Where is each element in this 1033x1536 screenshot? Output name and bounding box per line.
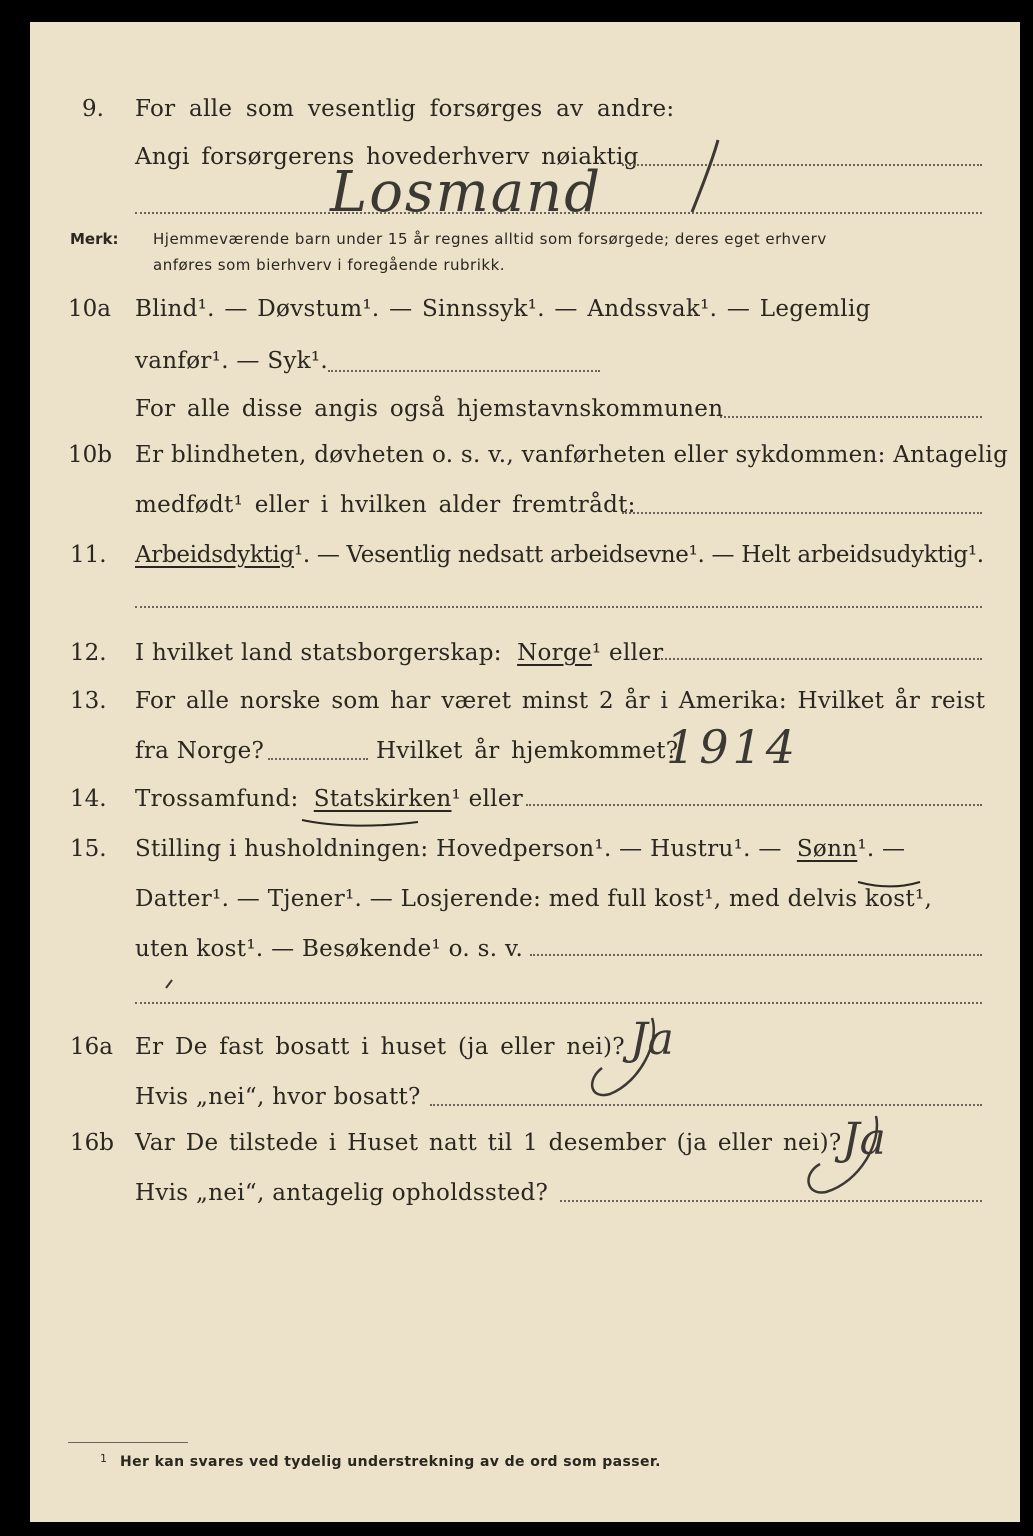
merk-label: Merk: [70, 230, 119, 248]
q16a-handwritten-answer: Ja [630, 1014, 674, 1065]
q10a-number: 10a [68, 296, 111, 322]
q12-selected-norge: Norge [517, 640, 592, 666]
census-form-page [30, 22, 1020, 1522]
q14-question: Trossamfund: [135, 786, 299, 812]
q15-text-line1a: Stilling i husholdningen: Hovedperson¹. — Hustru¹. — [135, 836, 782, 862]
q13-text-line1: For alle norske som har været minst 2 år i Amerika: Hvilket år reist [135, 688, 986, 714]
q12-question: I hvilket land statsborgerskap: [135, 640, 502, 666]
q13-handwritten-year: 1914 [666, 720, 800, 774]
q15-underline-stroke [858, 882, 920, 887]
handwriting-ink-overlay [30, 22, 1020, 1522]
q9-number: 9. [82, 96, 104, 122]
q15-tick-mark [166, 980, 172, 988]
q15-text-line3: uten kost¹. — Besøkende¹ o. s. v. [135, 936, 524, 962]
q16a-text-line1: Er De fast bosatt i huset (ja eller nei)? [135, 1034, 625, 1060]
merk-text-line1: Hjemmeværende barn under 15 år regnes alltid som forsørgede; deres eget erhverv [153, 230, 827, 248]
q16b-number: 16b [70, 1130, 114, 1156]
q9-ink-stroke [692, 140, 718, 212]
q16a-ink-stroke [592, 1018, 654, 1095]
q14-selected-statskirken: Statskirken [313, 786, 452, 812]
q13-text-line2a: fra Norge? [135, 738, 265, 764]
q15-selected-sonn: Sønn [796, 836, 858, 862]
q16b-ink-stroke [809, 1116, 877, 1192]
q10a-text-line3: For alle disse angis også hjemstavnskommunen [135, 396, 724, 422]
q10b-number: 10b [68, 442, 112, 468]
q14-underline-stroke [302, 820, 418, 826]
q11-selected-arbeidsdyktig: Arbeidsdyktig [135, 542, 294, 568]
q16b-text-line1: Var De tilstede i Huset natt til 1 desember (ja eller nei)? [135, 1130, 842, 1156]
q12-eller: ¹ eller [591, 640, 664, 666]
q10b-text-line1: Er blindheten, døvheten o. s. v., vanførheten eller sykdommen: Antagelig [135, 442, 1009, 468]
q14-eller: ¹ eller [451, 786, 524, 812]
q9-handwritten-answer: Losmand [330, 160, 603, 225]
footnote-mark: 1 [100, 1452, 108, 1465]
q16b-text-line2: Hvis „nei“, antagelig opholdssted? [135, 1180, 549, 1206]
q16b-handwritten-answer: Ja [842, 1114, 886, 1165]
q12-number: 12. [70, 640, 107, 666]
q10a-text-line2: vanfør¹. — Syk¹. [135, 348, 329, 374]
q13-text-line2b: Hvilket år hjemkommet? [376, 738, 679, 764]
q16a-text-line2: Hvis „nei“, hvor bosatt? [135, 1084, 421, 1110]
q15-text-line1c: ¹. — [857, 836, 906, 862]
q9-text-line1: For alle som vesentlig forsørges av andre: [135, 96, 675, 122]
q15-text-line2: Datter¹. — Tjener¹. — Losjerende: med full kost¹, med delvis kost¹, [135, 886, 933, 912]
q15-number: 15. [70, 836, 107, 862]
q11-text-rest: ¹. — Vesentlig nedsatt arbeidsevne¹. — Helt arbeidsudyktig¹. [293, 542, 984, 568]
q14-number: 14. [70, 786, 107, 812]
footnote-text: Her kan svares ved tydelig understrekning av de ord som passer. [120, 1454, 661, 1470]
q10b-text-line2: medfødt¹ eller i hvilken alder fremtrådt: [135, 492, 636, 518]
q10a-text-line1: Blind¹. — Døvstum¹. — Sinnssyk¹. — Andssvak¹. — Legemlig [135, 296, 871, 322]
q9-text-line2: Angi forsørgerens hovederhverv nøiaktig [135, 144, 639, 170]
q11-number: 11. [70, 542, 107, 568]
q16a-number: 16a [70, 1034, 113, 1060]
merk-text-line2: anføres som bierhverv i foregående rubrikk. [153, 256, 506, 274]
q13-number: 13. [70, 688, 107, 714]
